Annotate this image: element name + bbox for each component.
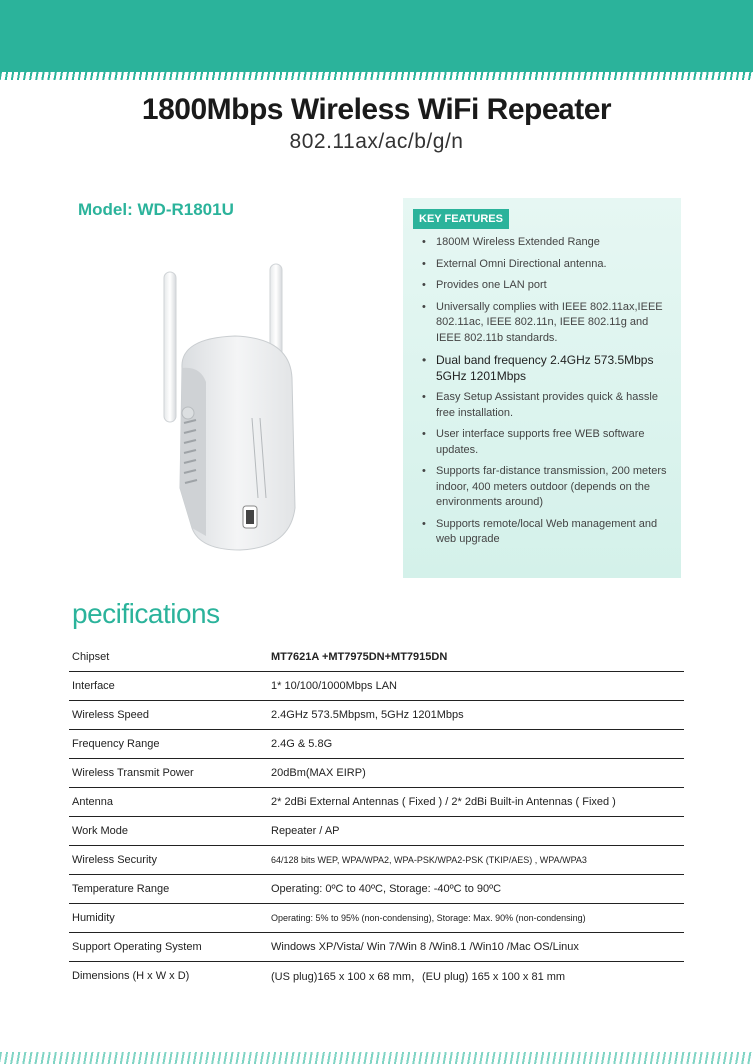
spec-value: Operating: 5% to 95% (non-condensing), Storage: Max. 90% (non-condensing) (271, 904, 684, 933)
list-item: • Provides one LAN port (420, 278, 670, 294)
spec-label: Dimensions (H x W x D) (72, 970, 190, 982)
table-row (69, 643, 684, 672)
table-row (69, 730, 684, 759)
spec-value: 64/128 bits WEP, WPA/WPA2, WPA-PSK/WPA2-PSK (TKIP/AES) , WPA/WPA3 (271, 846, 684, 875)
key-features-panel (403, 198, 681, 578)
list-item: • External Omni Directional antenna. (420, 257, 670, 273)
spec-label: Chipset (69, 643, 271, 672)
table-row (69, 875, 684, 904)
specifications-table (69, 643, 684, 990)
table-row (69, 672, 684, 701)
list-item: • Universally complies with IEEE 802.11ax,IEEE 802.11ac, IEEE 802.11n, IEEE 802.11g and IEEE 802.11b standards. (420, 300, 670, 347)
table-row (69, 701, 684, 730)
product-image (140, 258, 330, 558)
footer-fringe (0, 1052, 753, 1064)
table-row (69, 817, 684, 846)
features-list (420, 235, 670, 554)
page-title: 1800Mbps Wireless WiFi Repeater (141, 93, 612, 126)
spec-label: Antenna (69, 788, 271, 817)
list-item: • User interface supports free WEB software updates. (420, 427, 670, 458)
spec-value: 2.4GHz 573.5Mbpsm, 5GHz 1201Mbps (271, 701, 684, 730)
spec-label: Wireless Security (69, 846, 271, 875)
list-item: • Supports far-distance transmission, 200 meters indoor, 400 meters outdoor (depends on the environments around) (420, 464, 670, 511)
list-item: • Easy Setup Assistant provides quick & hassle free installation. (420, 390, 670, 421)
spec-value: (US plug)165 x 100 x 68 mm，(EU plug) 165 x 100 x 81 mm (271, 971, 566, 983)
spec-value: 2.4G & 5.8G (271, 730, 684, 759)
table-row (69, 904, 684, 933)
spec-label: Humidity (69, 904, 271, 933)
page-subtitle: 802.11ax/ac/b/g/n (289, 130, 464, 153)
spec-value: Windows XP/Vista/ Win 7/Win 8 /Win8.1 /Win10 /Mac OS/Linux (271, 933, 684, 962)
spec-value: Operating: 0ºC to 40ºC, Storage: -40ºC to 90ºC (271, 875, 684, 904)
spec-label: Wireless Speed (69, 701, 271, 730)
list-item: • Supports remote/local Web management and web upgrade (420, 517, 670, 548)
spec-value: MT7621A +MT7975DN+MT7915DN (271, 643, 684, 672)
header-fringe (0, 72, 753, 80)
list-item: • 1800M Wireless Extended Range (420, 235, 670, 251)
table-row (69, 788, 684, 817)
table-row (69, 759, 684, 788)
table-row (69, 933, 684, 962)
spec-label: Frequency Range (69, 730, 271, 759)
spec-value: Repeater / AP (271, 817, 684, 846)
spec-value: 2* 2dBi External Antennas ( Fixed ) / 2* 2dBi Built-in Antennas ( Fixed ) (271, 788, 684, 817)
spec-value: 1* 10/100/1000Mbps LAN (271, 672, 684, 701)
model-number: Model: WD-R1801U (78, 200, 234, 219)
spec-label: Support Operating System (69, 933, 271, 962)
header-band (0, 0, 753, 72)
spec-label: Interface (69, 672, 271, 701)
spec-value: 20dBm(MAX EIRP) (271, 759, 684, 788)
specifications-heading: pecifications (72, 598, 220, 629)
spec-label: Wireless Transmit Power (69, 759, 271, 788)
table-row (69, 846, 684, 875)
spec-label: Work Mode (69, 817, 271, 846)
list-item: • Dual band frequency 2.4GHz 573.5Mbps 5GHz 1201Mbps (420, 352, 670, 384)
table-row (69, 962, 684, 991)
spec-label: Temperature Range (69, 875, 271, 904)
key-features-badge: KEY FEATURES (413, 209, 509, 229)
